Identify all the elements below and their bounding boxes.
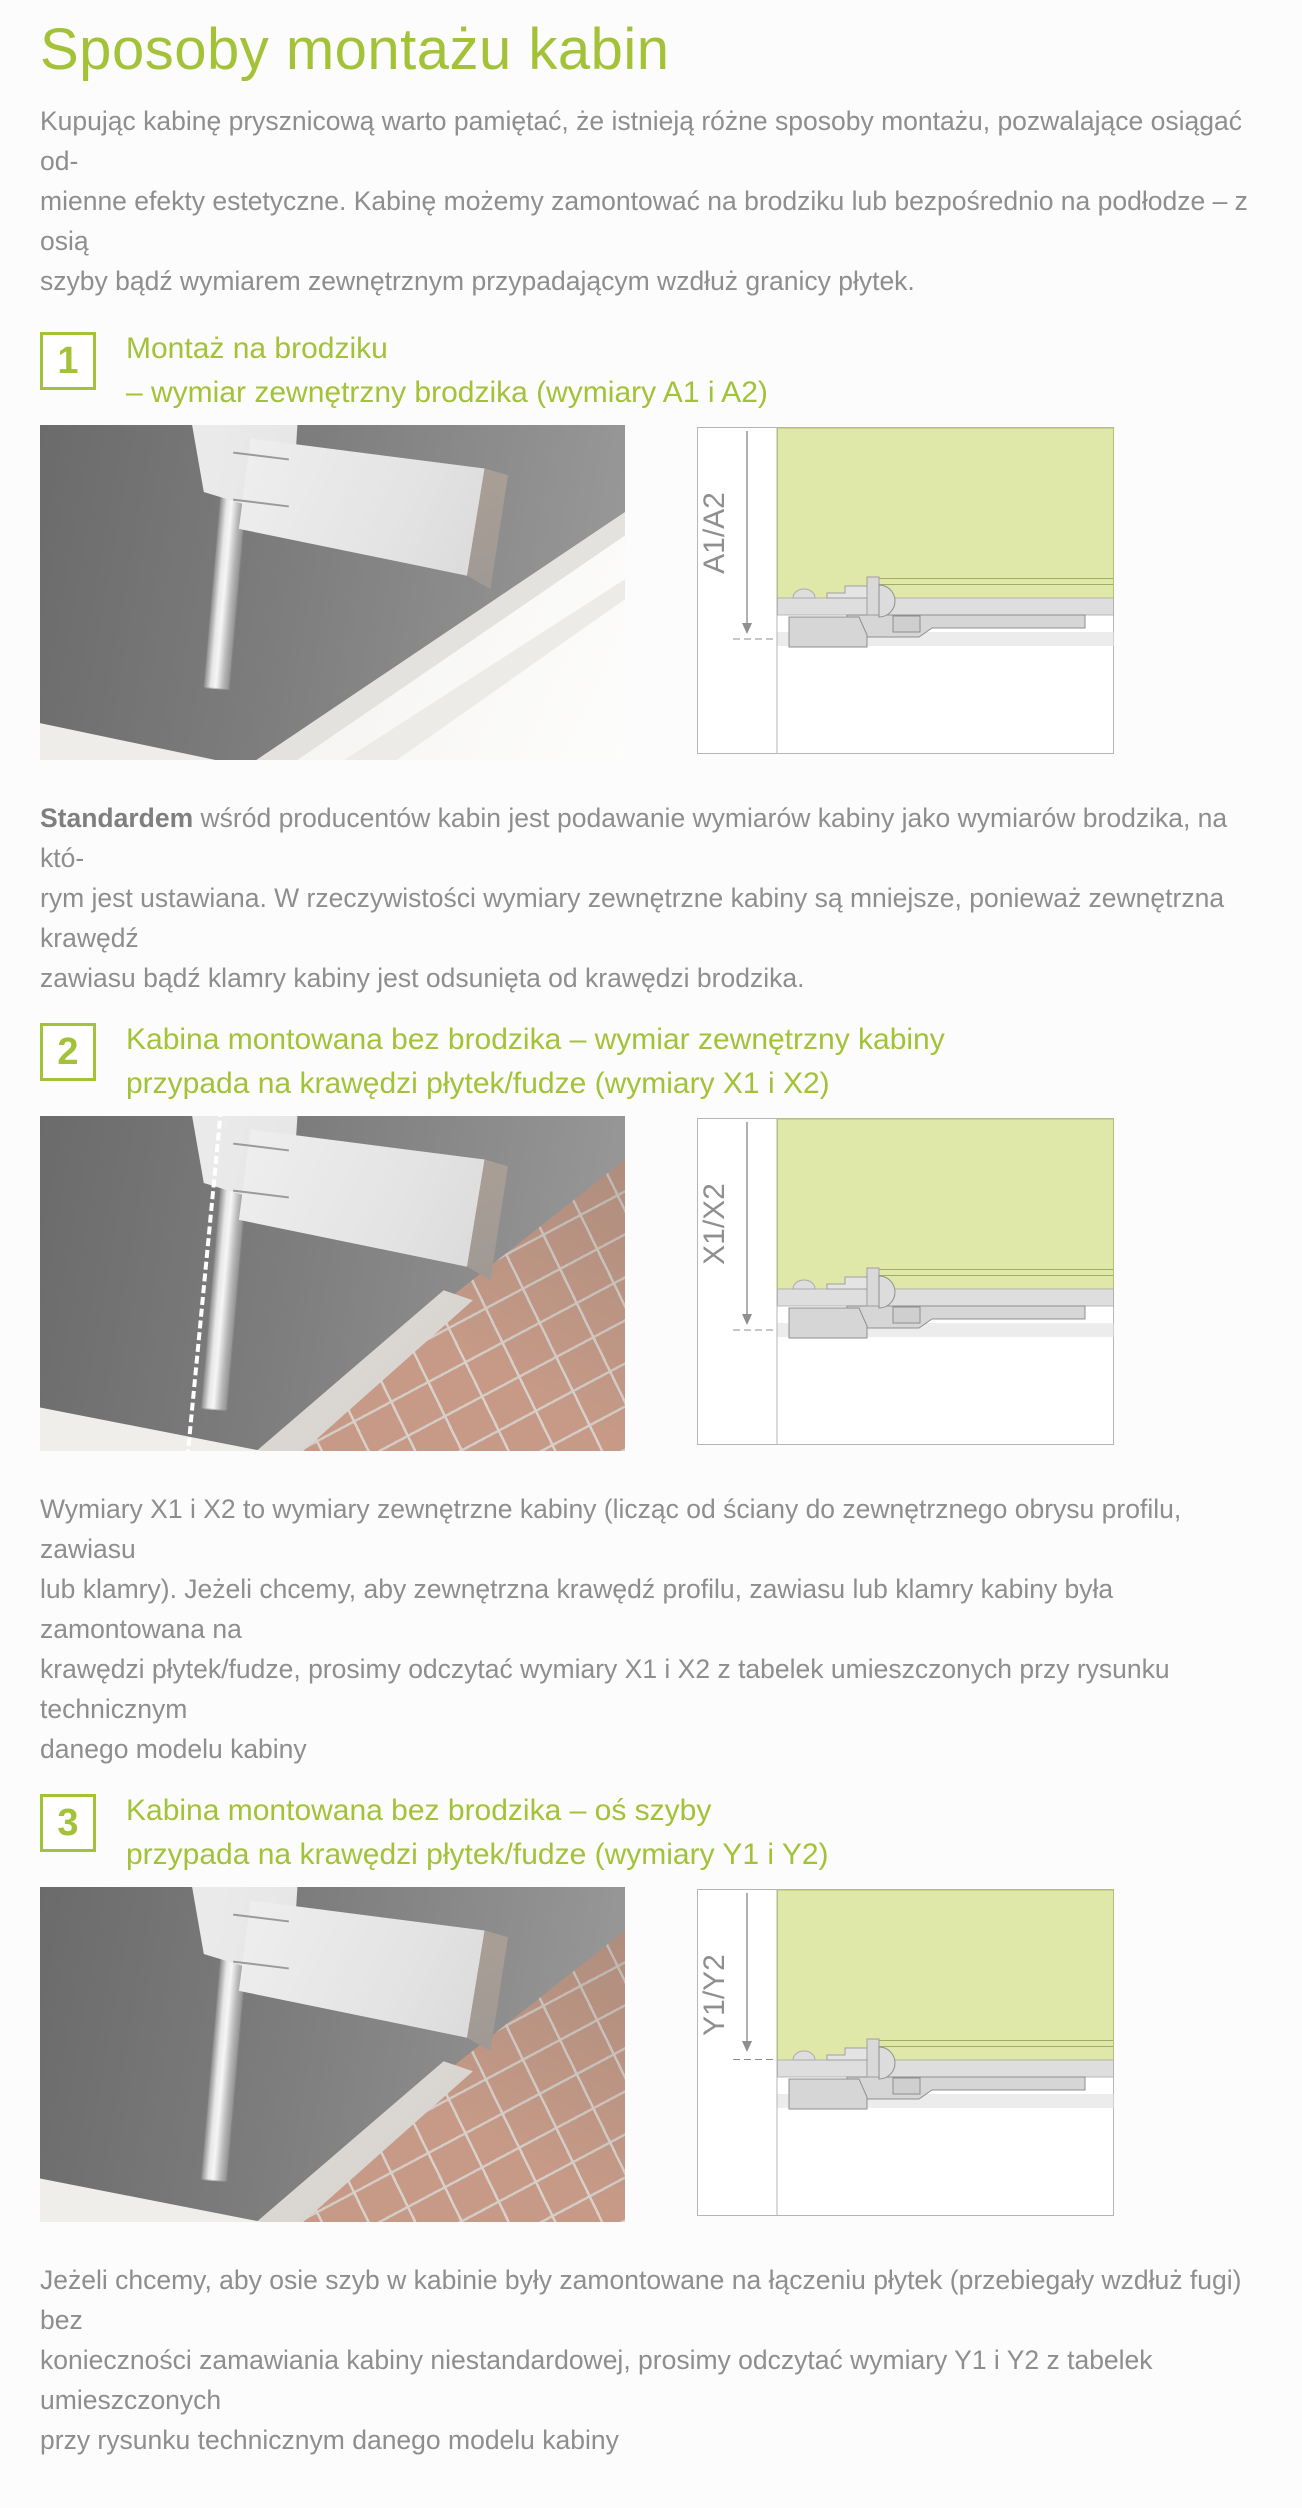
section-heading — [126, 327, 768, 415]
section-heading — [126, 1018, 945, 1106]
note-line: wśród producentów kabin jest podawanie wymiarów kabiny jako wymiarów brodzika, na któ- — [40, 803, 1228, 873]
diagram-dimension-label: X1/X2 — [698, 1183, 731, 1265]
diagram-dimension-label: A1/A2 — [698, 492, 731, 574]
intro-line: Kupując kabinę prysznicową warto pamiętać, że istnieją różne sposoby montażu, pozwalające osiągać od- — [40, 106, 1242, 176]
section-number-badge: 3 — [40, 1794, 96, 1852]
section-number-badge: 1 — [40, 332, 96, 390]
note-bold-lead: Standardem — [40, 803, 194, 833]
section-mounting-on-tray — [40, 327, 1270, 760]
intro-line: mienne efekty estetyczne. Kabinę możemy zamontować na brodziku lub bezpośrednio na podłodze – z osią — [40, 186, 1248, 256]
section-heading — [126, 1789, 829, 1877]
diagram-cross-section-x1-x2 — [697, 1118, 1114, 1445]
section-no-tray-outer-dimension — [40, 1018, 1270, 1451]
note-line: krawędzi płytek/fudze, prosimy odczytać wymiary X1 i X2 z tabelek umieszczonych przy rysunku technicznym — [40, 1654, 1170, 1724]
diagram-cross-section-a1-a2 — [697, 427, 1114, 754]
note-line: Jeżeli chcemy, aby osie szyb w kabinie były zamontowane na łączeniu płytek (przebiegały wzdłuż fugi) bez — [40, 2265, 1242, 2335]
note-line: konieczności zamawiania kabiny niestandardowej, prosimy odczytać wymiary Y1 i Y2 z tabelek umieszczonych — [40, 2345, 1153, 2415]
note-line: przy rysunku technicznym danego modelu kabiny — [40, 2425, 619, 2455]
section-heading-line: – wymiar zewnętrzny brodzika (wymiary A1 i A2) — [126, 376, 768, 409]
section-no-tray-glass-axis — [40, 1789, 1270, 2222]
section-number-badge: 2 — [40, 1023, 96, 1081]
note-line: danego modelu kabiny — [40, 1734, 307, 1764]
note-line: Wymiary X1 i X2 to wymiary zewnętrzne kabiny (licząc od ściany do zewnętrznego obrysu profilu, zawiasu — [40, 1494, 1182, 1564]
section-heading-line: przypada na krawędzi płytek/fudze (wymiary Y1 i Y2) — [126, 1838, 829, 1871]
note-paragraph — [40, 1489, 1270, 1769]
photo-render-hinge-on-shower-tray — [40, 425, 625, 760]
section-heading-line: Kabina montowana bez brodzika – oś szyby — [126, 1794, 712, 1827]
section-heading-line: przypada na krawędzi płytek/fudze (wymiary X1 i X2) — [126, 1067, 830, 1100]
intro-line: szyby bądź wymiarem zewnętrznym przypadającym wzdłuż granicy płytek. — [40, 266, 915, 296]
note-paragraph — [40, 2260, 1270, 2460]
note-line: lub klamry). Jeżeli chcemy, aby zewnętrzna krawędź profilu, zawiasu lub klamry kabiny była zamontowana na — [40, 1574, 1114, 1644]
section-heading-line: Montaż na brodziku — [126, 332, 388, 365]
section-heading-line: Kabina montowana bez brodzika – wymiar zewnętrzny kabiny — [126, 1023, 945, 1056]
diagram-dimension-label: Y1/Y2 — [698, 1954, 731, 2036]
diagram-cross-section-y1-y2 — [697, 1889, 1114, 2216]
note-line: zawiasu bądź klamry kabiny jest odsunięta od krawędzi brodzika. — [40, 963, 805, 993]
note-line: rym jest ustawiana. W rzeczywistości wymiary zewnętrzne kabiny są mniejsze, ponieważ zewnętrzna krawędź — [40, 883, 1225, 953]
note-paragraph — [40, 798, 1270, 998]
page-title: Sposoby montażu kabin — [40, 17, 670, 82]
photo-render-hinge-on-tiles — [40, 1887, 625, 2222]
intro-paragraph — [40, 101, 1270, 301]
photo-render-hinge-on-tiles-dashed — [40, 1116, 625, 1451]
